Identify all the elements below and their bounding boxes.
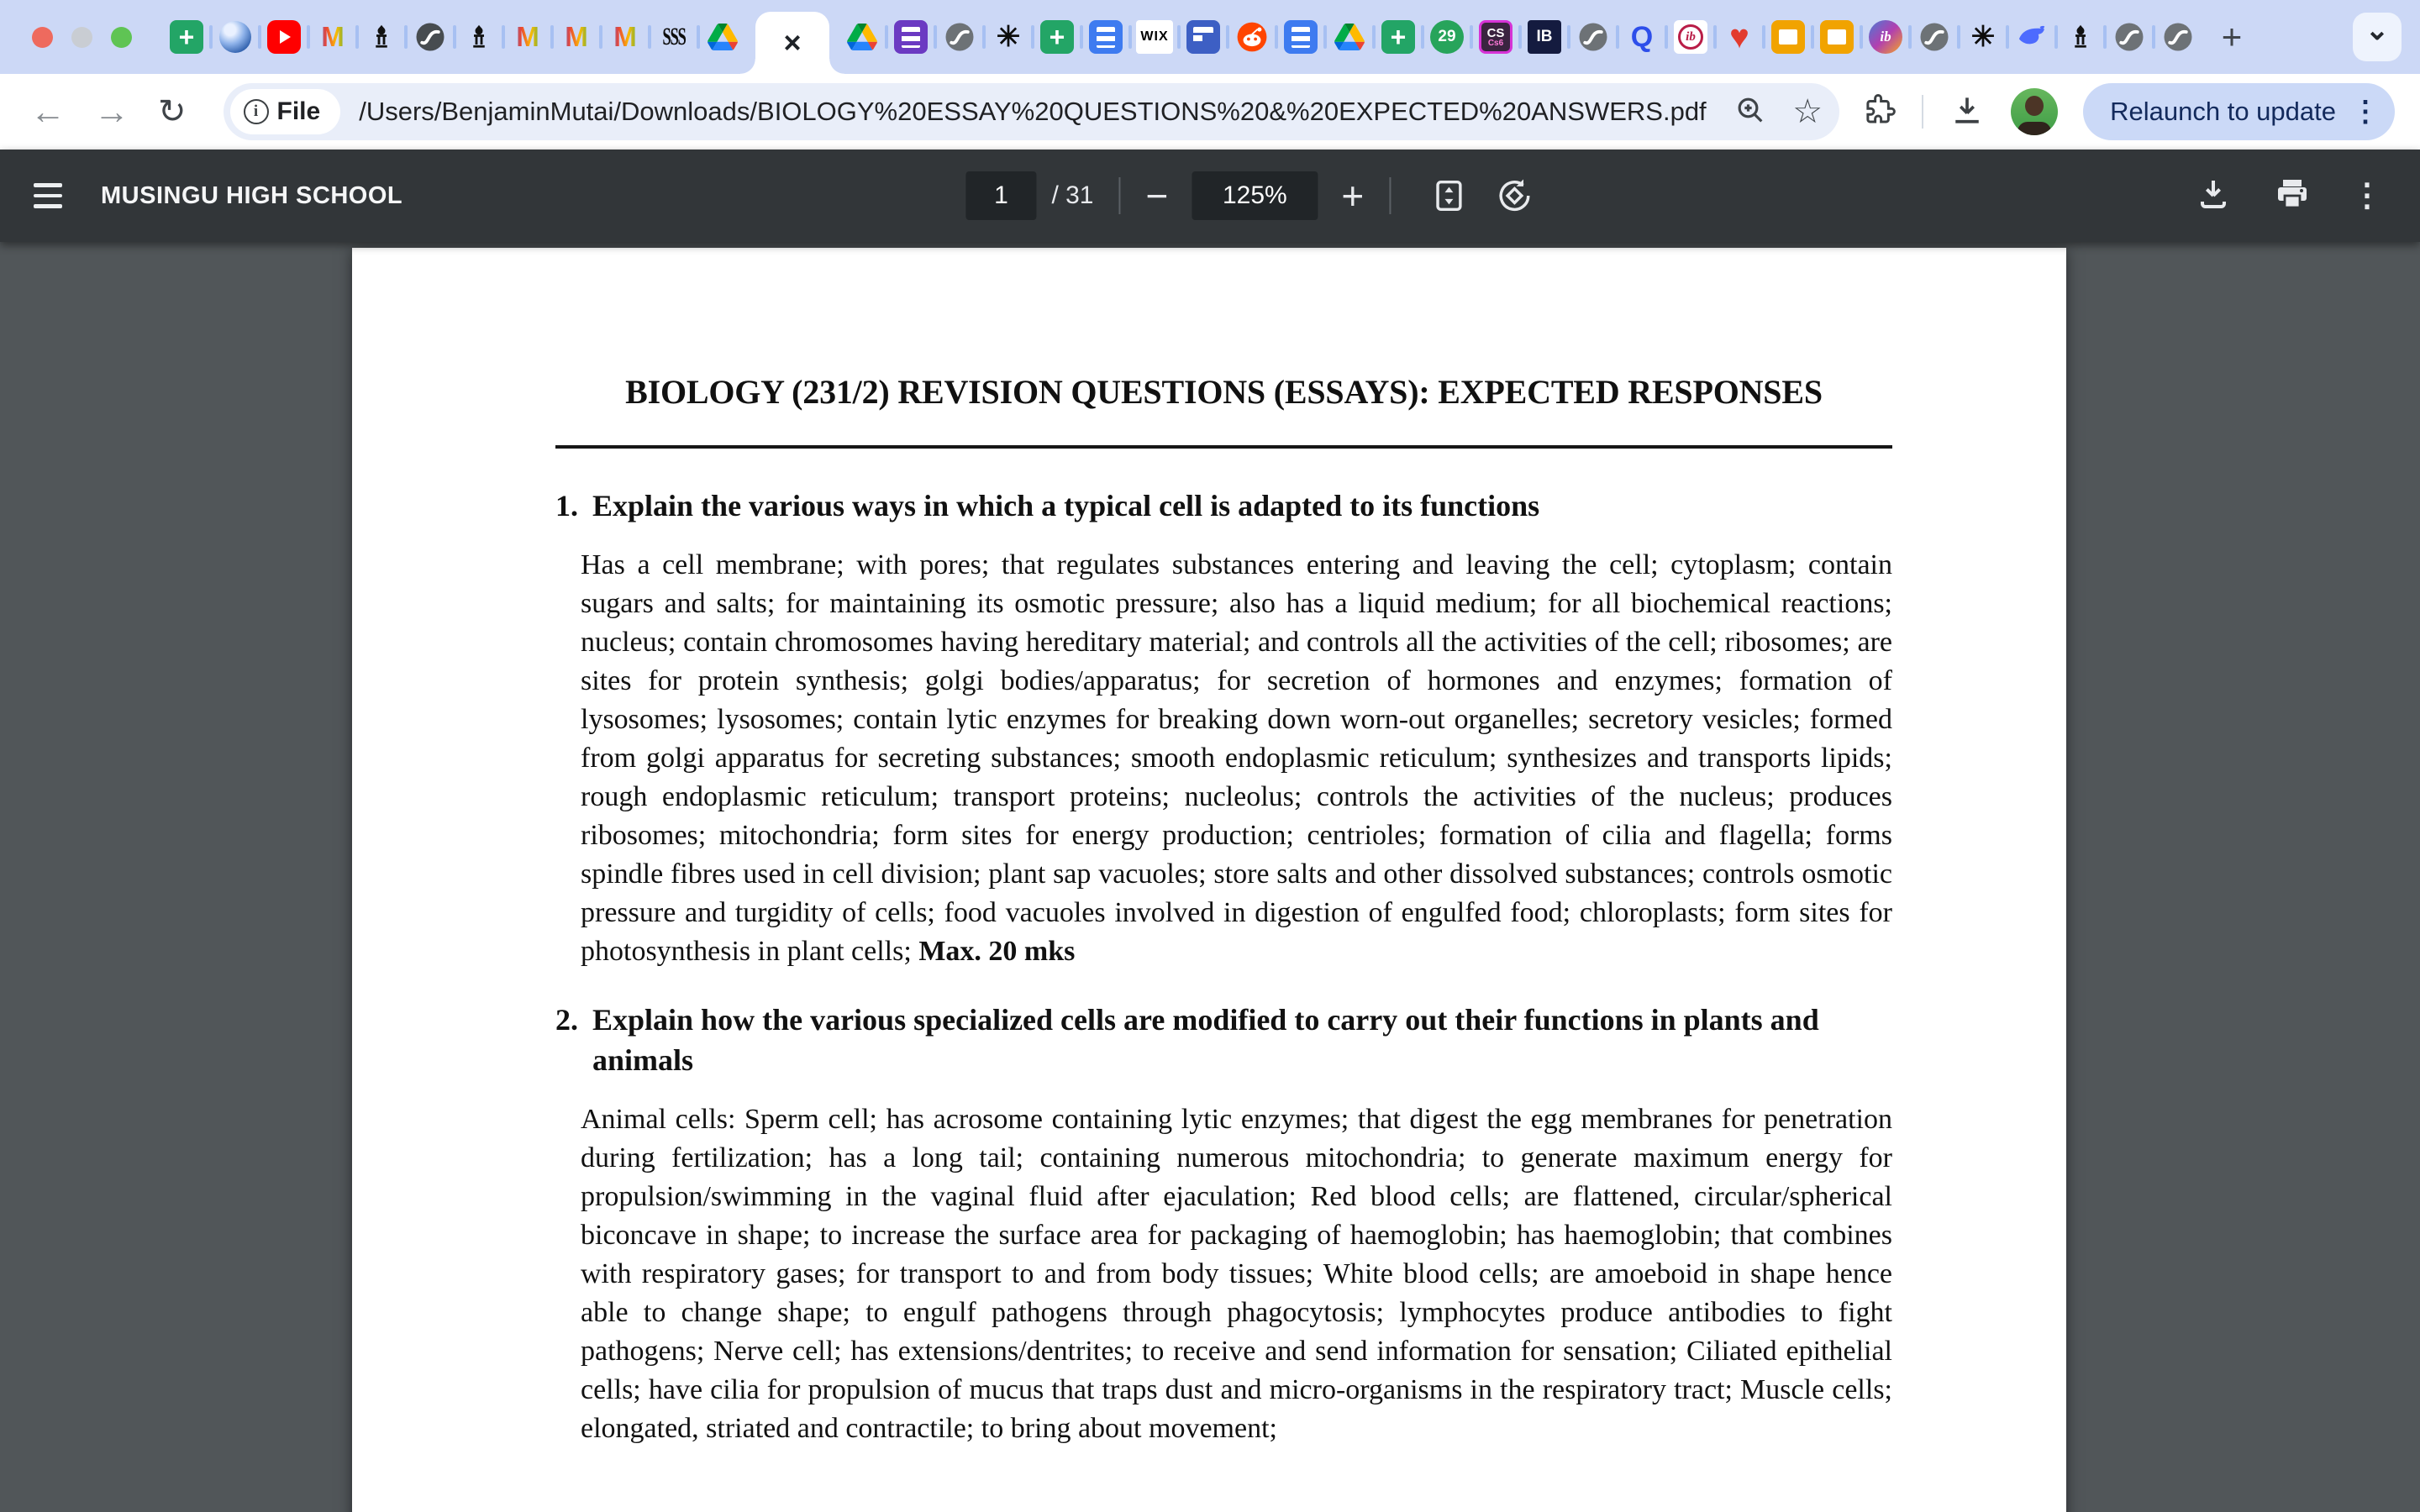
openai-icon: ✳ xyxy=(1970,21,1996,53)
pdf-page-zoom-controls xyxy=(965,150,1547,242)
pinned-tab-globe-blue[interactable] xyxy=(211,0,260,74)
info-icon: i xyxy=(244,99,269,124)
pinned-tab-quora[interactable] xyxy=(1618,0,1666,74)
omnibox-divider xyxy=(1922,95,1923,129)
pdf-menu-hamburger-icon[interactable] xyxy=(34,183,62,208)
torch-icon xyxy=(462,20,496,54)
openai-icon: ✳ xyxy=(996,21,1021,53)
forward-button[interactable]: → xyxy=(94,92,129,131)
address-bar[interactable] xyxy=(224,83,1840,140)
window-controls xyxy=(32,27,132,48)
pinned-tab-reddit[interactable] xyxy=(1228,0,1276,74)
bookmark-star-icon[interactable]: ☆ xyxy=(1792,93,1823,130)
zoom-level-value[interactable]: 125% xyxy=(1192,171,1318,220)
answer-2-paragraph: Animal cells: Sperm cell; has acrosome containing lytic enzymes; that digest the egg membranes for penetration during fertilization; has a long tail; containing numerous mitochondria; to generate maximum energy for propulsion/swimming in the vaginal fluid after ejaculation; Red blood cells; are flattened, circular/spherical biconcave in shape; to increase the surface area for packaging of haemoglobin; has haemoglobin; that combines with respiratory gases; for transport to and from body tissues; White blood cells; are amoeboid in shape hence able to change shape; to engulf pathogens through phagocytosis; lymphocytes produce antibodies to fight pathogens; Nerve cell; has extensions/dentrites; to receive and send information for sensation; Ciliated epithelial cells; have cilia for propulsion of mucus that traps dust and micro-organisms in the respiratory tract; Muscle cells; elongated, striated and contractile; to bring about movement; xyxy=(581,1104,1892,1444)
pdf-more-options-kebab-icon[interactable]: ⋮ xyxy=(2351,178,2383,213)
pinned-tab-table[interactable] xyxy=(1179,0,1228,74)
gmail-icon: M xyxy=(511,20,544,54)
torch-icon xyxy=(365,20,398,54)
ib-seal-icon: ib xyxy=(1674,20,1707,54)
slides-icon xyxy=(1820,20,1854,54)
close-window-button[interactable] xyxy=(32,27,53,48)
pdf-viewport[interactable] xyxy=(0,242,2420,1512)
active-tab[interactable] xyxy=(755,12,829,74)
globe-blue-icon xyxy=(219,21,251,53)
pinned-tab-drive[interactable] xyxy=(1325,0,1374,74)
pinned-tab-docs[interactable] xyxy=(1276,0,1325,74)
pdf-toolbar xyxy=(0,150,2420,242)
pinned-tab-deepseek[interactable] xyxy=(2007,0,2056,74)
pinned-tab-docs[interactable] xyxy=(1081,0,1130,74)
pinned-tab-globe[interactable] xyxy=(1569,0,1618,74)
question-2-number: 2. xyxy=(555,1003,578,1037)
pinned-tab-badge29[interactable] xyxy=(1423,0,1471,74)
pinned-tab-sheets[interactable] xyxy=(1374,0,1423,74)
gmail-icon: M xyxy=(608,20,642,54)
pinned-tab-slides[interactable] xyxy=(1812,0,1861,74)
globe-icon xyxy=(2161,20,2195,54)
docs-icon xyxy=(1284,20,1318,54)
title-rule xyxy=(555,445,1892,449)
pinned-tab-ibgrad[interactable] xyxy=(1861,0,1910,74)
pinned-tab-globe[interactable] xyxy=(935,0,984,74)
pinned-tab-heart[interactable] xyxy=(1715,0,1764,74)
zoom-out-button[interactable]: − xyxy=(1145,174,1169,218)
cs6-badge-icon: CS Cs6 xyxy=(1479,20,1512,54)
url-text[interactable]: /Users/BenjaminMutai/Downloads/BIOLOGY%20ESSAY%20QUESTIONS%20&%20EXPECTED%20ANSWERS.pdf xyxy=(359,97,1707,126)
pinned-tab-gmail[interactable] xyxy=(503,0,552,74)
rotate-page-button[interactable] xyxy=(1495,176,1534,215)
pinned-tab-sheets[interactable] xyxy=(162,0,211,74)
pinned-tab-globe[interactable] xyxy=(2154,0,2202,74)
pinned-tab-globe[interactable] xyxy=(1910,0,1959,74)
pinned-tab-gmail[interactable] xyxy=(601,0,650,74)
document-title: BIOLOGY (231/2) REVISION QUESTIONS (ESSAYS): EXPECTED RESPONSES xyxy=(625,373,1823,411)
back-button[interactable]: ← xyxy=(30,92,66,131)
fit-to-page-button[interactable] xyxy=(1429,176,1468,215)
file-chip-label: File xyxy=(276,97,321,125)
toolbar-divider xyxy=(1118,177,1120,214)
pinned-tab-badgeib[interactable] xyxy=(1520,0,1569,74)
youtube-icon xyxy=(267,20,301,54)
drive-icon xyxy=(845,20,879,54)
maximize-window-button[interactable] xyxy=(111,27,132,48)
sheets-icon: + xyxy=(1381,20,1415,54)
pinned-tab-forms[interactable] xyxy=(886,0,935,74)
pinned-tabs-right xyxy=(838,0,2202,74)
profile-avatar[interactable] xyxy=(2011,88,2058,135)
badge-29-icon: 29 xyxy=(1430,20,1464,54)
globe-dark-icon xyxy=(413,20,447,54)
globe-icon xyxy=(943,20,976,54)
drive-icon xyxy=(1333,20,1366,54)
sss-icon: SSS xyxy=(662,23,686,50)
globe-icon xyxy=(1918,20,1951,54)
pinned-tab-openai[interactable] xyxy=(984,0,1033,74)
pinned-tab-sheets[interactable] xyxy=(1033,0,1081,74)
question-1-text: Explain the various ways in which a typical cell is adapted to its functions xyxy=(592,489,1540,522)
pinned-tab-torch[interactable] xyxy=(2056,0,2105,74)
ib-gradient-icon: ib xyxy=(1869,20,1902,54)
pinned-tab-slides[interactable] xyxy=(1764,0,1812,74)
heart-icon: ♥ xyxy=(1729,18,1749,55)
page-number-input[interactable]: 1 xyxy=(965,171,1036,220)
pinned-tab-youtube[interactable] xyxy=(260,0,308,74)
downloads-icon[interactable] xyxy=(1949,92,1986,133)
pinned-tab-openai[interactable] xyxy=(1959,0,2007,74)
pdf-document-title: MUSINGU HIGH SCHOOL xyxy=(101,181,403,209)
question-1-number: 1. xyxy=(555,489,578,522)
answer-1-paragraph: Has a cell membrane; with pores; that regulates substances entering and leaving the cell; cytoplasm; contain sugars and salts; for maintaining its osmotic pressure; also has a liquid medium; for all biochemical reactions; nucleus; contain chromosomes having hereditary material; and controls all the activities of the cell; ribosomes; are sites for protein synthesis; golgi bodies/apparatus; for secretion of hormones and enzymes; formation of lysosomes; lysosomes; contain lytic enzymes for breaking down worn-out organelles; secretory vesicles; formed from golgi apparatus for secreting substances; smooth endoplasmic reticulum; synthesizes and transports lipids; rough endoplasmic reticulum; transport proteins; nucleolus; controls the activities of the nucleus; produces ribosomes; mitochondria; form sites for energy production; centrioles; formation of cilia and flagella; forms spindle fibres used in cell division; plant sap vacuoles; store salts and other dissolved substances; controls osmotic pressure and turgidity of cells; food vacuoles involved in digestion of engulfed food; chloroplasts; form sites for photosynthesis in plant cells; Max. 20 mks xyxy=(581,549,1892,967)
pinned-tab-gmail[interactable] xyxy=(308,0,357,74)
table-grid-icon xyxy=(1186,20,1220,54)
pdf-toolbar-actions xyxy=(2193,150,2383,242)
docs-icon xyxy=(1089,20,1123,54)
deepseek-whale-icon xyxy=(2015,20,2049,54)
pinned-tab-gmail[interactable] xyxy=(552,0,601,74)
relaunch-to-update-button[interactable] xyxy=(2083,83,2395,140)
toolbar-divider xyxy=(1389,177,1391,214)
ib-badge-icon: IB xyxy=(1528,20,1561,54)
reload-button[interactable]: ↻ xyxy=(158,93,187,130)
pinned-tab-torch[interactable] xyxy=(455,0,503,74)
quora-icon: Q xyxy=(1630,20,1654,53)
gmail-icon: M xyxy=(560,20,593,54)
pinned-tab-globe-dark[interactable] xyxy=(406,0,455,74)
slides-icon xyxy=(1771,20,1805,54)
gmail-icon: M xyxy=(316,20,350,54)
tab-strip xyxy=(0,0,2420,74)
pinned-tab-torch[interactable] xyxy=(357,0,406,74)
zoom-in-button[interactable]: + xyxy=(1341,174,1365,218)
pinned-tab-drive[interactable] xyxy=(838,0,886,74)
browser-menu-kebab-icon[interactable]: ⋮ xyxy=(2351,96,2380,128)
zoom-page-icon[interactable] xyxy=(1733,93,1767,131)
extensions-puzzle-icon[interactable] xyxy=(1861,92,1897,132)
relaunch-label: Relaunch to update xyxy=(2110,97,2336,126)
globe-icon xyxy=(1576,20,1610,54)
new-tab-button[interactable]: + xyxy=(2221,17,2243,56)
torch-icon xyxy=(2064,20,2097,54)
sheets-icon: + xyxy=(170,20,203,54)
page-total-label: / 31 xyxy=(1051,181,1094,209)
sheets-icon: + xyxy=(1040,20,1074,54)
pinned-tab-wix[interactable] xyxy=(1130,0,1179,74)
pinned-tab-globe[interactable] xyxy=(2105,0,2154,74)
question-2-text: Explain how the various specialized cells are modified to carry out their functions in plants and animals xyxy=(592,1003,1819,1077)
drive-icon xyxy=(706,20,739,54)
question-2-heading xyxy=(555,1000,1892,1080)
answer-1-marks: Max. 20 mks xyxy=(918,936,1076,967)
pdf-print-button[interactable] xyxy=(2272,174,2312,218)
file-scheme-chip[interactable] xyxy=(230,89,341,134)
wix-icon: WIX xyxy=(1136,20,1173,54)
pinned-tab-badgecs[interactable] xyxy=(1471,0,1520,74)
pinned-tab-ibseal[interactable] xyxy=(1666,0,1715,74)
pinned-tab-sss[interactable] xyxy=(650,0,698,74)
close-tab-icon[interactable]: × xyxy=(783,25,802,60)
forms-icon xyxy=(894,20,928,54)
pdf-download-button[interactable] xyxy=(2193,174,2233,218)
question-1-heading xyxy=(555,486,1892,526)
reddit-icon xyxy=(1235,20,1269,54)
tab-overflow-button[interactable] xyxy=(2353,13,2402,61)
pinned-tabs-left xyxy=(162,0,747,74)
pdf-page xyxy=(352,248,2066,1512)
omnibox-row xyxy=(0,74,2420,150)
globe-icon xyxy=(2112,20,2146,54)
minimize-window-button[interactable] xyxy=(71,27,92,48)
chevron-down-icon: ⌄ xyxy=(2365,14,2390,46)
